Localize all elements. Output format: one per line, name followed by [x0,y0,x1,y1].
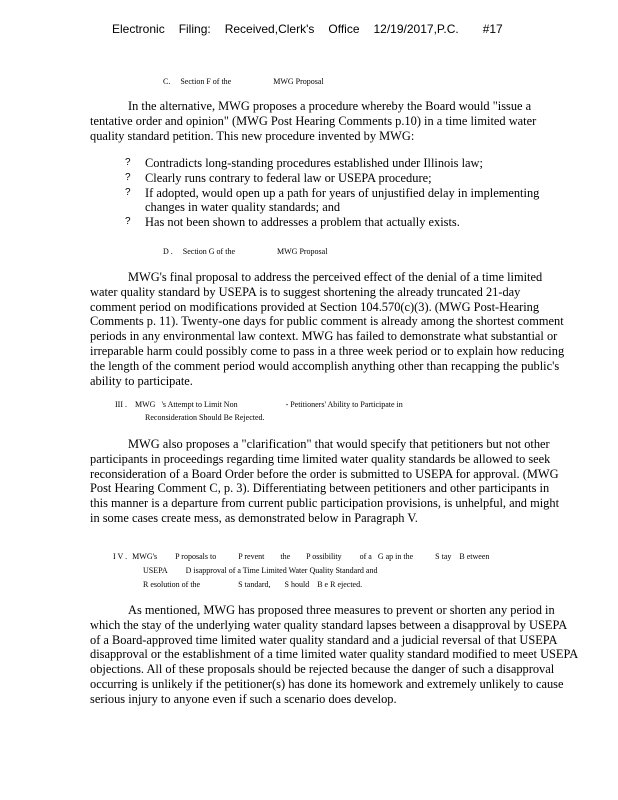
bullet-mark: ? [125,157,131,168]
header-part: #17 [482,22,503,36]
paragraph-stay-lapse: As mentioned, MWG has proposed three measures to prevent or shorten any period in which the stay of the underlying water quality standard lapses between a disapproval by USEPA of a Board-approved time limited water quality standard and a judicial reversal of that USEPA disapproval or the establishment of a time limited water quality standard modified to meet USEPA objections. All of these proposals should be rejected because the danger of such a disapproval occurring is unlikely if the petitioner(s) has done its homework and extremely unlikely to cause serious injury to anyone even if such a scenario does develop. [90,603,578,706]
header-part: Office [328,22,360,36]
filing-stamp-header [112,22,517,36]
header-part: Clerk's [278,22,315,36]
section-c-title: Section F of the [180,77,232,86]
list-item: ? Has not been shown to addresses a problem that actually exists. [125,215,460,230]
section-c-heading [163,77,324,86]
section-iv-heading: I V . MWG's P roposals to P revent the P ossibility of a G ap in the S tay B etween USEPA D isapproval of a Time Limited Water Quality Standard and R esolution of the S tandard, S hould B e R ejected. [113,552,490,589]
header-part: Electronic [112,22,165,36]
section-c-subject: MWG Proposal [273,77,324,86]
section-iii-line2: Reconsideration Should Be Rejected. [145,413,265,422]
list-item: ? Clearly runs contrary to federal law or USEPA procedure; [125,170,432,185]
paragraph-alternative-procedure: In the alternative, MWG proposes a procedure whereby the Board would "issue a tentative order and opinion" (MWG Post Hearing Comments p.10) in a time limited water quality standard petition. This new procedure invented by MWG: [90,99,537,143]
bullet-mark: ? [125,216,131,228]
paragraph-comment-period: MWG's final proposal to address the perceived effect of the denial of a time limited water quality standard by USEPA is to suggest shortening the already truncated 21-day comment period on modifications provided at Section 104.570(c)(3). (MWG Post-Hearing Comments p. 11). Twenty-one days for public comment is already among the shortest comment periods in any environmental law context. MWG has failed to demonstrate what substantial or irreparable harm could possibly come to pass in a three week period or to explain how reducing the length of the comment period would accomplish anything other than recapping the public's ability to participate. [90,270,565,388]
header-part: Received, [224,22,279,36]
section-iii-heading: III . MWG 's Attempt to Limit Non - Petitioners' Ability to Participate in Reconsideration Should Be Rejected. [115,400,403,422]
header-part: 12/19/2017 [373,22,434,36]
header-part: P.C. [436,22,459,36]
list-item: ? Contradicts long-standing procedures established under Illinois law; [125,156,483,170]
section-d-subject: MWG Proposal [277,247,328,256]
section-d-heading [163,247,327,256]
section-iii-label: III . [115,400,127,409]
paragraph-reconsideration: MWG also proposes a "clarification" that would specify that petitioners but not other participants in proceedings regarding time limited water quality standards be allowed to seek reconsideration of a Board Order before the order is submitted to USEPA for approval. (MWG Post Hearing Comment C, p. 3). Differentiating between petitioners and other participants in this manner is a departure from current public participation provisions, is unhelpful, and might in some cases create mess, as demonstrated below in Paragraph V. [90,437,560,525]
bullet-mark: ? [125,171,131,183]
section-d-label: D . [163,247,173,256]
header-part: Filing: [178,22,211,36]
section-d-title: Section G of the [182,247,235,256]
section-c-label: C. [163,77,171,86]
bullet-mark: ? [125,186,131,198]
list-item: ? If adopted, would open up a path for years of unjustified delay in implementing changes in water quality standards; and [125,185,540,215]
bullet-list [125,156,555,230]
header-part-sep: , [433,22,437,36]
